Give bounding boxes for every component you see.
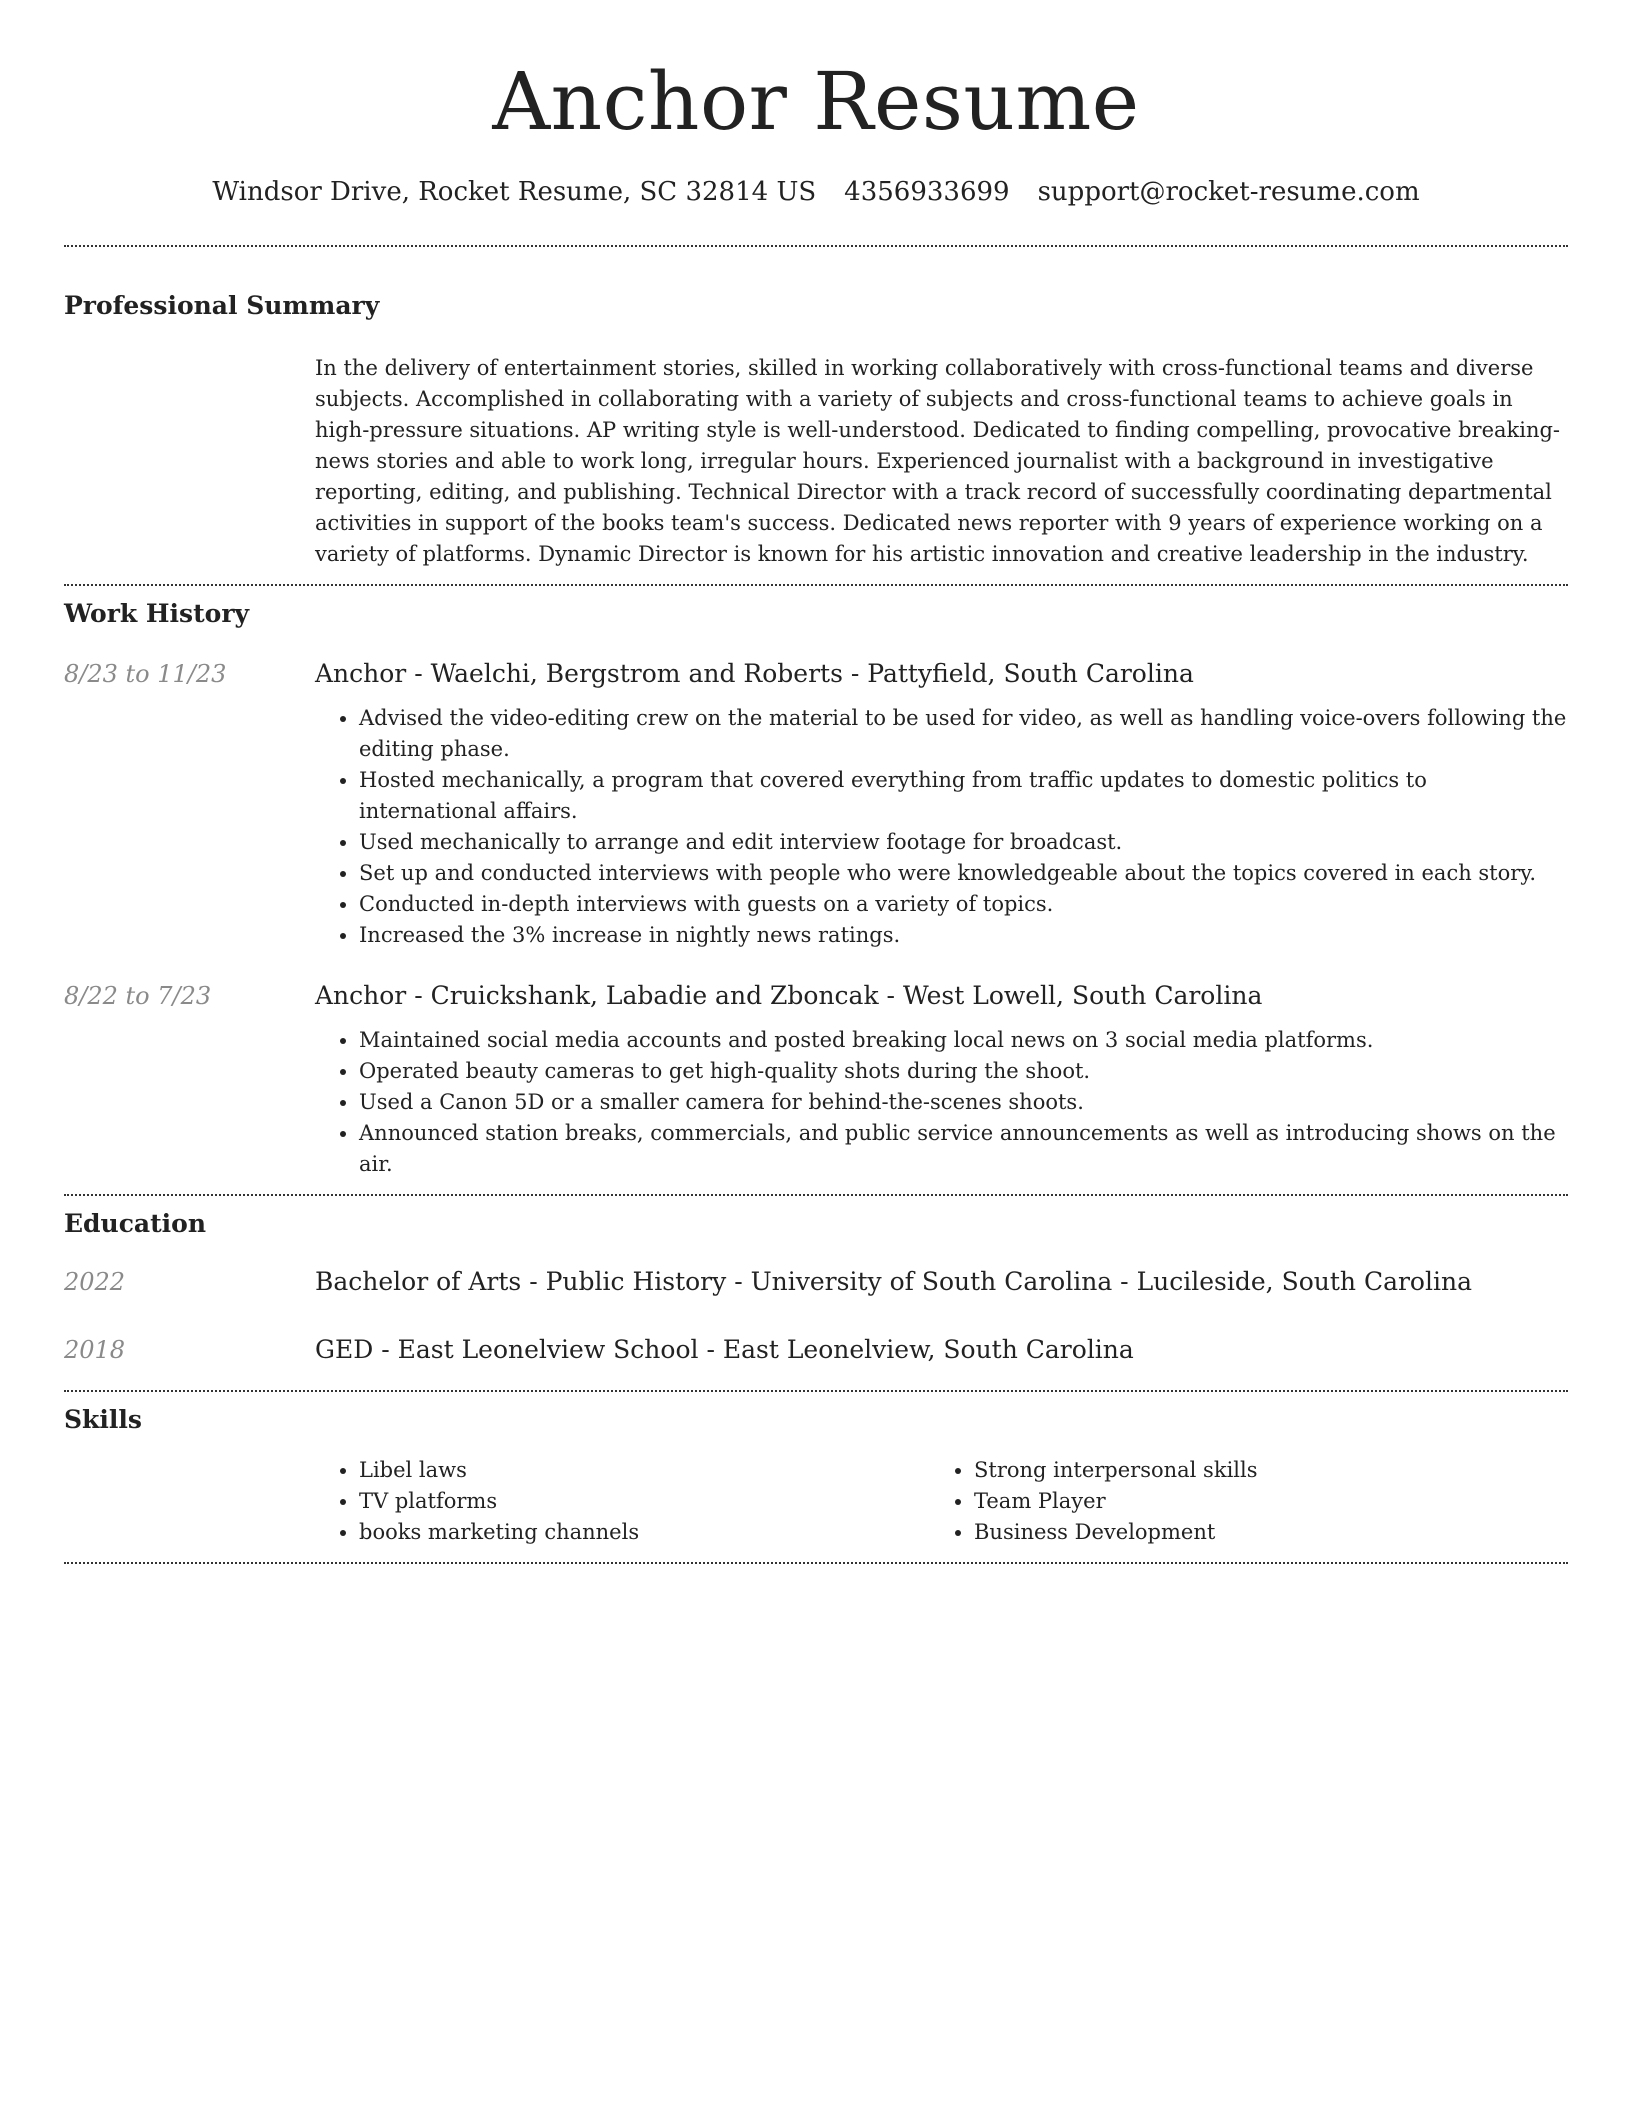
summary-section [64, 289, 1568, 570]
header-divider [64, 245, 1568, 247]
job-bullet-list [315, 1025, 1568, 1180]
skill-item: • Libel laws [359, 1455, 930, 1486]
contact-address: Windsor Drive, Rocket Resume, SC 32814 US [212, 177, 817, 207]
education-heading: Bachelor of Arts - Public History - University of South Carolina - Lucileside, South Carolina [315, 1267, 1472, 1296]
job-bullet: • Announced station breaks, commercials, and public service announcements as well as introducing shows on the air. [359, 1118, 1568, 1180]
education-details [315, 1333, 1568, 1367]
job-bullet: • Hosted mechanically, a program that covered everything from traffic updates to domestic politics to international affairs. [359, 765, 1568, 827]
skills-divider [64, 1562, 1568, 1564]
job-heading: Anchor - Waelchi, Bergstrom and Roberts - Pattyfield, South Carolina [315, 659, 1194, 688]
job-bullet: • Maintained social media accounts and posted breaking local news on 3 social media platforms. [359, 1025, 1568, 1056]
job-bullet: • Conducted in-depth interviews with guests on a variety of topics. [359, 889, 1568, 920]
skill-item: • Business Development [974, 1517, 1545, 1548]
contact-line [64, 174, 1568, 210]
work-history-section [64, 597, 1568, 1180]
contact-email: support@rocket-resume.com [1037, 177, 1420, 207]
skill-item: • TV platforms [359, 1486, 930, 1517]
job-bullet: • Advised the video-editing crew on the material to be used for video, as well as handling voice-overs following the editing phase. [359, 703, 1568, 765]
skills-list-left [315, 1455, 930, 1548]
job-dates: 8/22 to 7/23 [64, 982, 212, 1010]
education-year: 2022 [64, 1268, 126, 1296]
resume-page [64, 0, 1568, 1564]
skills-list-right [930, 1455, 1545, 1548]
job-details [315, 657, 1568, 951]
job-bullet-list [315, 703, 1568, 951]
skills-columns [315, 1455, 1568, 1548]
job-bullet: • Used mechanically to arrange and edit interview footage for broadcast. [359, 827, 1568, 858]
work-history-divider [64, 1194, 1568, 1196]
education-details [315, 1265, 1568, 1299]
job-bullet: • Increased the 3% increase in nightly news ratings. [359, 920, 1568, 951]
education-section [64, 1207, 1568, 1367]
job-dates: 8/23 to 11/23 [64, 660, 227, 688]
skills-section-title: Skills [64, 1405, 142, 1434]
job-heading: Anchor - Cruickshank, Labadie and Zboncak - West Lowell, South Carolina [315, 981, 1263, 1010]
skill-item: • books marketing channels [359, 1517, 930, 1548]
job-bullet: • Operated beauty cameras to get high-quality shots during the shoot. [359, 1056, 1568, 1087]
summary-text: In the delivery of entertainment stories, skilled in working collaboratively with cross-functional teams and diverse subjects. Accomplished in collaborating with a variety of subjects and cross-functional teams to achieve goals in high-pressure situations. AP writing style is well-understood. Dedicated to finding compelling, provocative breaking-news stories and able to work long, irregular hours. Experienced journalist with a background in investigative reporting, editing, and publishing. Technical Director with a track record of successfully coordinating departmental activities in support of the books team's success. Dedicated news reporter with 9 years of experience working on a variety of platforms. Dynamic Director is known for his artistic innovation and creative leadership in the industry. [315, 356, 1561, 566]
education-divider [64, 1390, 1568, 1392]
job-entry [64, 979, 1568, 1180]
education-heading: GED - East Leonelview School - East Leonelview, South Carolina [315, 1335, 1134, 1364]
summary-divider [64, 584, 1568, 586]
contact-phone: 4356933699 [844, 177, 1010, 207]
job-bullet: • Used a Canon 5D or a smaller camera for behind-the-scenes shoots. [359, 1087, 1568, 1118]
job-bullet: • Set up and conducted interviews with people who were knowledgeable about the topics covered in each story. [359, 858, 1568, 889]
skills-section [64, 1403, 1568, 1548]
work-history-section-title: Work History [64, 599, 250, 628]
education-entry [64, 1265, 1568, 1299]
education-section-title: Education [64, 1209, 207, 1238]
skill-item: • Strong interpersonal skills [974, 1455, 1545, 1486]
job-entry [64, 657, 1568, 951]
job-details [315, 979, 1568, 1180]
education-year: 2018 [64, 1336, 126, 1364]
summary-section-title: Professional Summary [64, 291, 380, 320]
skill-item: • Team Player [974, 1486, 1545, 1517]
resume-name: Anchor Resume [492, 55, 1140, 148]
education-entry [64, 1333, 1568, 1367]
